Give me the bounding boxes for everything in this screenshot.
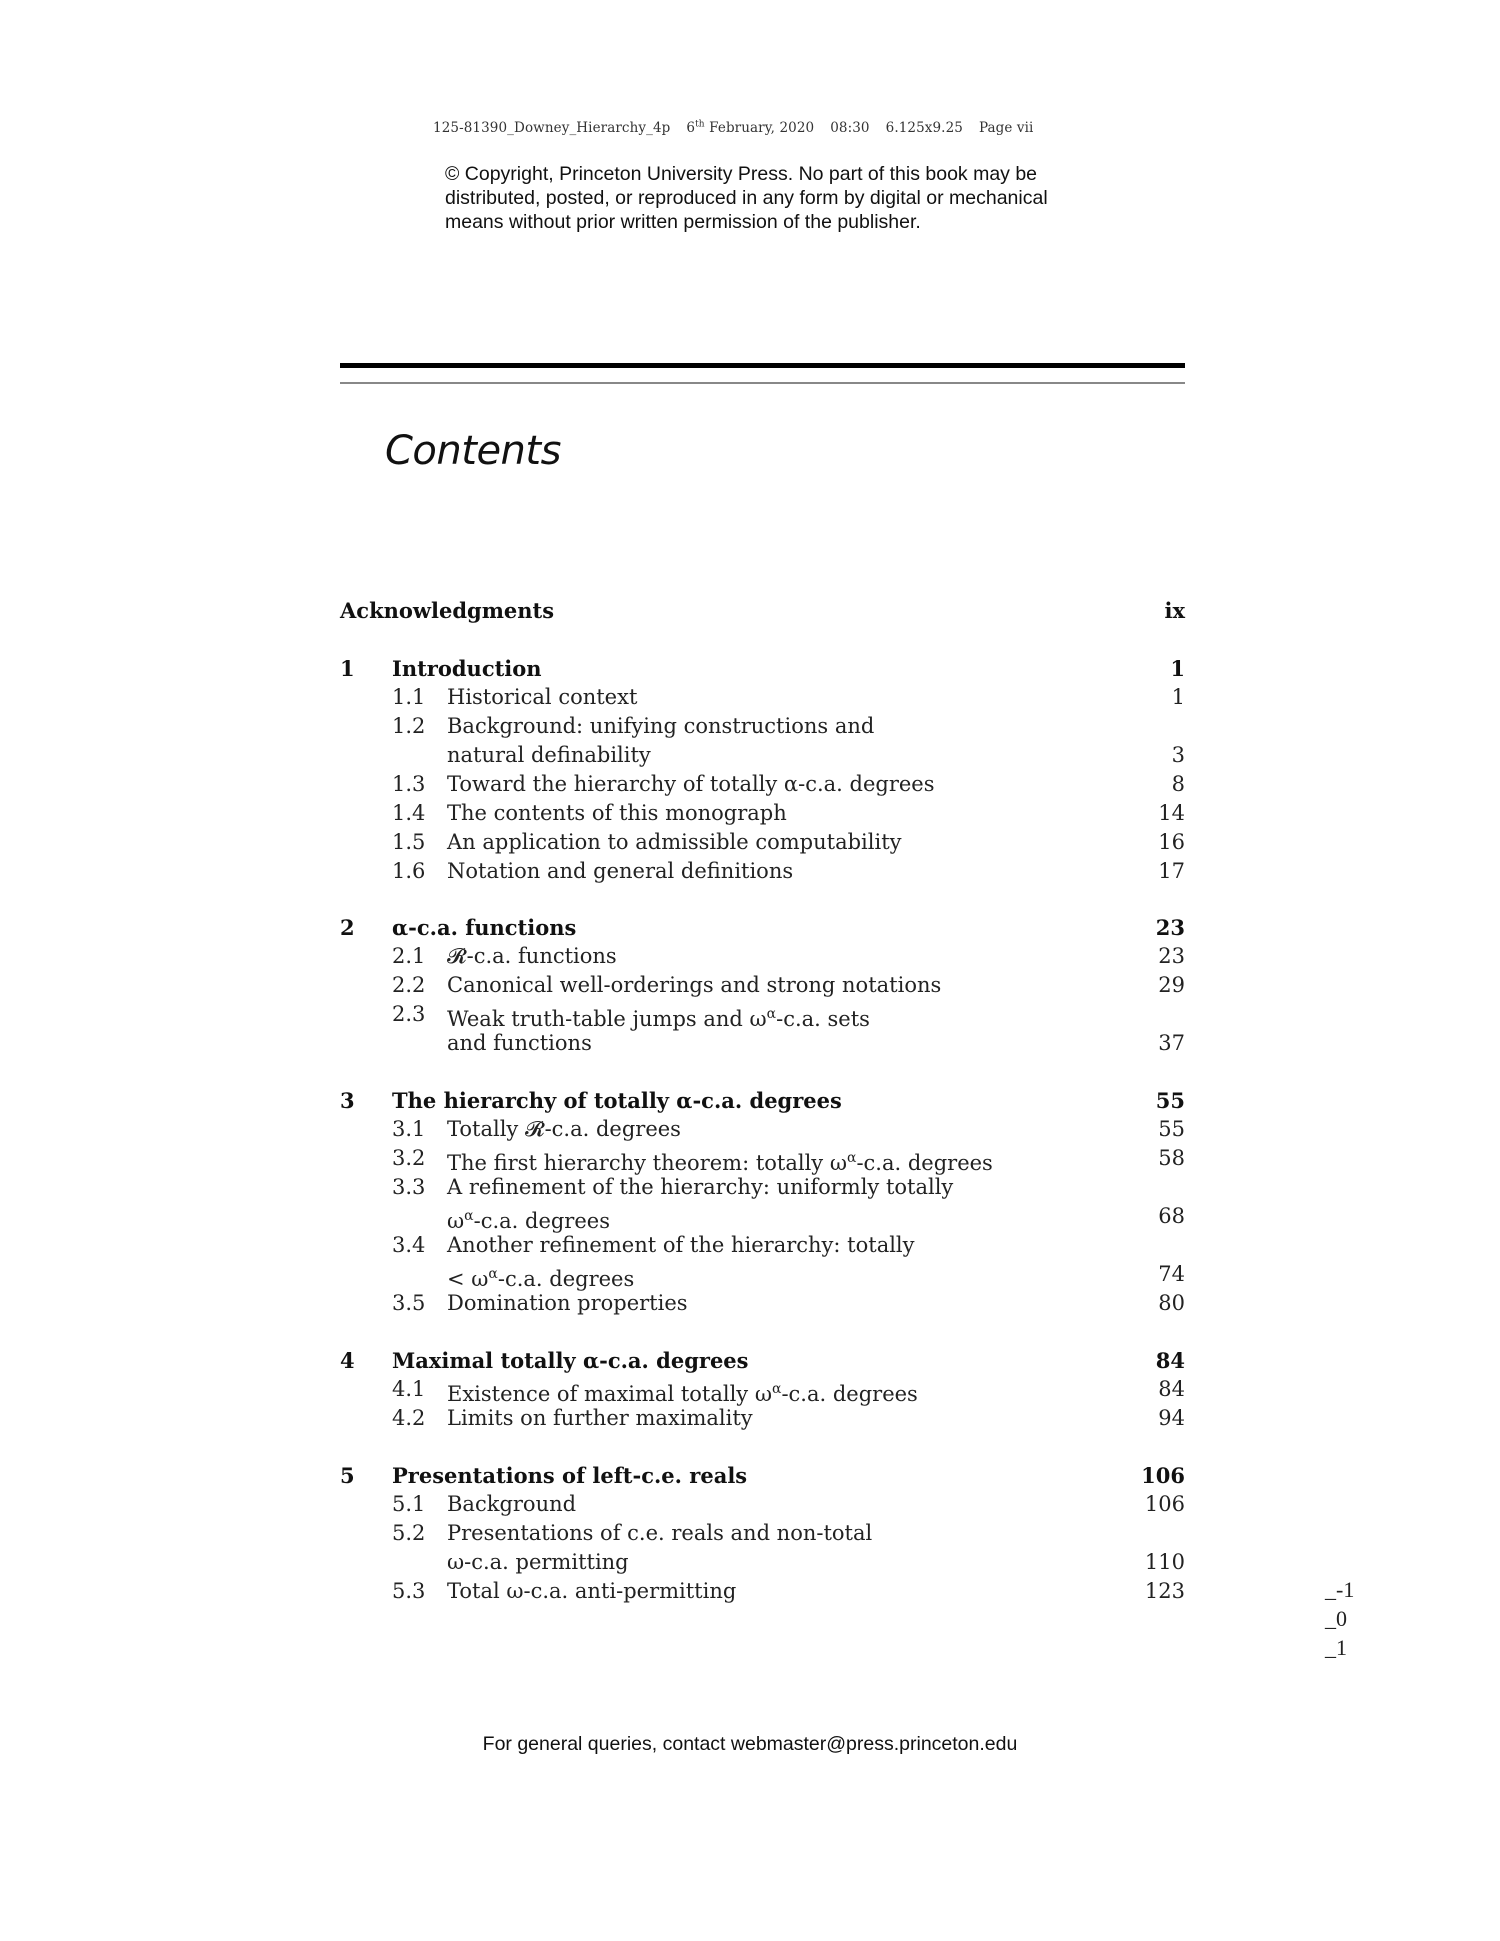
slug-page: Page vii [978,119,1034,136]
section-number: 1.1 [392,685,426,709]
section-title-continued: $\omega^\alpha-c.a$. degrees [447,1208,610,1233]
toc-section-3-4[interactable] [340,1231,1185,1260]
toc-section-1-2[interactable] [340,712,1185,741]
section-title: Existence of maximal totally $\omega^\alpha-c.a$. degrees [447,1381,918,1406]
section-page: 110 [1144,1550,1185,1574]
section-title: An application to admissible computability [447,830,902,854]
chapter-number: 1 [340,656,355,681]
section-title-continued: ω-c.a. permitting [447,1550,629,1574]
section-page: 23 [1158,944,1185,968]
copyright-notice [445,162,1048,234]
print-slug [433,119,1049,136]
toc-chapter-1[interactable] [340,654,1185,683]
superscript-alpha: α [771,1381,782,1397]
toc-section-1-3[interactable] [340,770,1185,799]
section-title: Presentations of c.e. reals and non-total [447,1521,873,1545]
superscript-alpha: α [464,1208,474,1224]
toc-section-4-2[interactable] [340,1404,1185,1433]
chapter-number: 3 [340,1088,355,1113]
toc-section-1-4[interactable] [340,799,1185,828]
section-number: 5.2 [392,1521,426,1545]
section-page: 55 [1158,1117,1185,1141]
chapter-page: 23 [1155,915,1185,940]
toc-section-1-2-continued[interactable] [340,741,1185,770]
toc-entry-page: ix [1164,598,1185,623]
section-title: Another refinement of the hierarchy: totally [447,1233,915,1257]
section-number: 3.4 [392,1233,426,1257]
section-page: 1 [1171,685,1185,709]
chapter-page: 106 [1141,1463,1185,1488]
chapter-number: 5 [340,1463,355,1488]
chapter-title: α-c.a. functions [392,915,577,940]
section-number: 3.5 [392,1291,426,1315]
section-number: 3.2 [392,1146,426,1170]
margin-mark: _0 [1325,1606,1347,1631]
toc-section-5-2[interactable] [340,1519,1185,1548]
slug-time: 08:30 [830,119,870,136]
superscript-alpha: α [766,1006,777,1022]
toc-entry-label: Acknowledgments [340,598,555,623]
chapter-title: Introduction [392,656,542,681]
toc-section-5-1[interactable] [340,1490,1185,1519]
chapter-title: Maximal totally α-c.a. degrees [392,1348,749,1373]
section-title: The contents of this monograph [447,801,787,825]
slug-date-suffix: th [695,119,705,129]
section-title-continued: natural definability [447,743,651,767]
section-title: Notation and general definitions [447,859,794,883]
superscript-alpha: α [488,1266,498,1282]
section-page: 68 [1158,1204,1185,1228]
page-title: Contents [385,428,561,474]
section-page: 84 [1158,1377,1185,1401]
toc-chapter-3[interactable] [340,1086,1185,1115]
toc-section-3-3-continued[interactable] [340,1202,1185,1231]
margin-mark: _1 [1325,1635,1347,1660]
section-page: 16 [1158,830,1185,854]
chapter-number: 4 [340,1348,355,1373]
toc-section-4-1[interactable] [340,1375,1185,1404]
section-title: 𝓡-c.a. functions [447,944,617,968]
section-page: 74 [1158,1262,1185,1286]
toc-chapter-4[interactable] [340,1346,1185,1375]
section-page: 123 [1144,1579,1185,1603]
section-title: Background [447,1492,577,1516]
section-page: 3 [1171,743,1185,767]
section-number: 1.5 [392,830,426,854]
toc-chapter-2[interactable] [340,913,1185,942]
slug-file: 125-81390_Downey_Hierarchy_4p [433,119,671,136]
section-page: 106 [1144,1492,1185,1516]
section-title-continued: < $\omega^\alpha-c.a$. degrees [447,1266,635,1291]
section-number: 1.3 [392,772,426,796]
section-number: 2.3 [392,1002,426,1026]
toc-section-2-3[interactable] [340,1000,1185,1029]
section-title: Totally 𝓡-c.a. degrees [447,1117,681,1141]
section-number: 2.2 [392,973,426,997]
section-number: 4.2 [392,1406,426,1430]
section-page: 80 [1158,1291,1185,1315]
chapter-title: The hierarchy of totally α-c.a. degrees [392,1088,842,1113]
printer-margin-marks [1325,1575,1354,1662]
section-title: Historical context [447,685,638,709]
chapter-number: 2 [340,915,355,940]
margin-mark: _-1 [1325,1577,1355,1602]
section-page: 14 [1158,801,1185,825]
toc-entry-acknowledgments[interactable] [340,596,1185,625]
toc-section-3-5[interactable] [340,1289,1185,1318]
section-title: Domination properties [447,1291,688,1315]
toc-section-1-5[interactable] [340,828,1185,857]
toc-section-5-3[interactable] [340,1577,1185,1606]
toc-section-3-3[interactable] [340,1173,1185,1202]
chapter-page: 55 [1155,1088,1185,1113]
toc-section-2-1[interactable] [340,942,1185,971]
section-title: Background: unifying constructions and [447,714,875,738]
section-title-continued: and functions [447,1031,592,1055]
copyright-line: distributed, posted, or reproduced in any form by digital or mechanical [445,187,1048,209]
copyright-line: means without prior written permission of the publisher. [445,211,921,233]
section-number: 1.4 [392,801,426,825]
copyright-line: © Copyright, Princeton University Press. No part of this book may be [445,163,1038,185]
superscript-alpha: α [846,1150,857,1166]
toc-section-2-2[interactable] [340,971,1185,1000]
section-title: Toward the hierarchy of totally α-c.a. degrees [447,772,935,796]
section-page: 29 [1158,973,1185,997]
toc-section-3-1[interactable] [340,1115,1185,1144]
section-number: 5.1 [392,1492,426,1516]
section-number: 1.6 [392,859,426,883]
section-title: Total ω-c.a. anti-permitting [447,1579,737,1603]
toc-section-2-3-continued[interactable] [340,1029,1185,1058]
chapter-rule-thin [340,382,1185,384]
toc-section-3-2[interactable] [340,1144,1185,1173]
toc-section-1-6[interactable] [340,857,1185,886]
section-title: Canonical well-orderings and strong notations [447,973,942,997]
section-title: A refinement of the hierarchy: uniformly totally [447,1175,954,1199]
section-number: 3.3 [392,1175,426,1199]
toc-section-3-4-continued[interactable] [340,1260,1185,1289]
chapter-rule-thick [340,363,1185,368]
toc-section-1-1[interactable] [340,683,1185,712]
section-page: 37 [1158,1031,1185,1055]
slug-date-day: 6 [686,119,696,136]
slug-trim: 6.125x9.25 [885,119,963,136]
slug-date [686,120,814,136]
section-number: 4.1 [392,1377,426,1401]
section-number: 2.1 [392,944,426,968]
slug-date-rest: February, 2020 [709,119,815,136]
section-title: Limits on further maximality [447,1406,753,1430]
section-number: 3.1 [392,1117,426,1141]
section-title: The first hierarchy theorem: totally $\omega^\alpha-c.a$. degrees [447,1150,993,1175]
section-number: 1.2 [392,714,426,738]
section-number: 5.3 [392,1579,426,1603]
section-page: 94 [1158,1406,1185,1430]
section-page: 8 [1171,772,1185,796]
chapter-title: Presentations of left-c.e. reals [392,1463,748,1488]
section-page: 17 [1158,859,1185,883]
footer-contact: For general queries, contact webmaster@press.princeton.edu [482,1733,1018,1755]
section-title: Weak truth-table jumps and $\omega^\alpha-c.a$. sets [447,1006,870,1031]
chapter-page: 1 [1170,656,1185,681]
toc-section-5-2-continued[interactable] [340,1548,1185,1577]
section-page: 58 [1158,1146,1185,1170]
chapter-page: 84 [1155,1348,1185,1373]
toc-chapter-5[interactable] [340,1461,1185,1490]
